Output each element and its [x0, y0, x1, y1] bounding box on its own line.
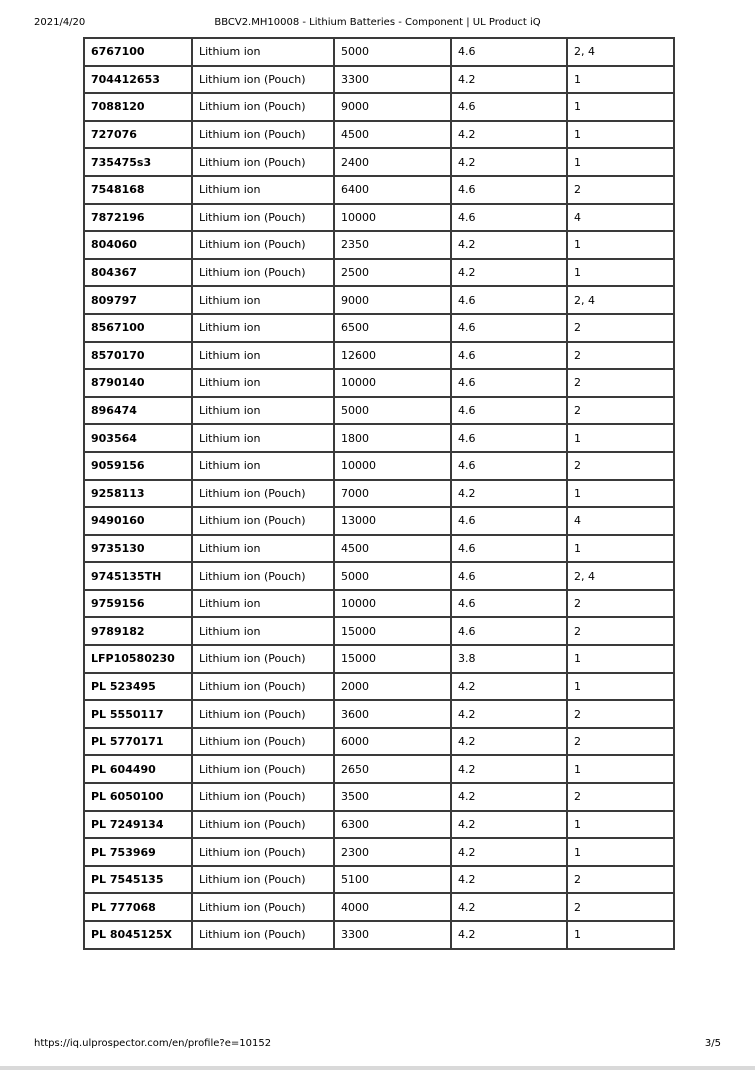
cell-type: Lithium ion: [192, 286, 334, 314]
cell-type: Lithium ion (Pouch): [192, 811, 334, 839]
cell-notes: 2: [567, 369, 674, 397]
cell-capacity: 3300: [334, 921, 451, 949]
cell-model: 9735130: [84, 535, 192, 563]
cell-model: 7088120: [84, 93, 192, 121]
cell-type: Lithium ion (Pouch): [192, 121, 334, 149]
cell-capacity: 15000: [334, 617, 451, 645]
cell-voltage: 4.6: [451, 590, 567, 618]
cell-type: Lithium ion: [192, 342, 334, 370]
cell-capacity: 6500: [334, 314, 451, 342]
cell-voltage: 4.6: [451, 38, 567, 66]
cell-capacity: 2400: [334, 148, 451, 176]
cell-notes: 4: [567, 204, 674, 232]
cell-capacity: 6300: [334, 811, 451, 839]
table-row: [84, 590, 674, 618]
cell-model: 9789182: [84, 617, 192, 645]
table-row: [84, 921, 674, 949]
cell-voltage: 4.6: [451, 424, 567, 452]
table-row: [84, 866, 674, 894]
cell-capacity: 3300: [334, 66, 451, 94]
cell-type: Lithium ion (Pouch): [192, 893, 334, 921]
cell-notes: 1: [567, 755, 674, 783]
table-row: [84, 507, 674, 535]
cell-notes: 2: [567, 452, 674, 480]
table-row: [84, 204, 674, 232]
cell-model: 704412653: [84, 66, 192, 94]
cell-voltage: 4.2: [451, 838, 567, 866]
cell-type: Lithium ion: [192, 452, 334, 480]
table-row: [84, 811, 674, 839]
footer-url: https://iq.ulprospector.com/en/profile?e=10152: [34, 1038, 272, 1049]
table-row: [84, 838, 674, 866]
cell-voltage: 4.2: [451, 728, 567, 756]
cell-voltage: 4.2: [451, 755, 567, 783]
cell-model: 804060: [84, 231, 192, 259]
cell-capacity: 10000: [334, 369, 451, 397]
cell-model: PL 777068: [84, 893, 192, 921]
cell-voltage: 4.6: [451, 314, 567, 342]
print-date: 2021/4/20: [34, 17, 86, 28]
table-row: [84, 286, 674, 314]
cell-type: Lithium ion (Pouch): [192, 700, 334, 728]
cell-notes: 2: [567, 866, 674, 894]
cell-voltage: 4.6: [451, 286, 567, 314]
cell-model: PL 6050100: [84, 783, 192, 811]
page-number: 3/5: [704, 1038, 721, 1049]
cell-notes: 2: [567, 893, 674, 921]
page-header: [0, 17, 755, 33]
cell-notes: 1: [567, 811, 674, 839]
cell-model: PL 5550117: [84, 700, 192, 728]
cell-notes: 2: [567, 700, 674, 728]
cell-voltage: 4.2: [451, 66, 567, 94]
cell-model: 9258113: [84, 480, 192, 508]
cell-model: 6767100: [84, 38, 192, 66]
battery-table: [83, 37, 675, 950]
cell-notes: 1: [567, 921, 674, 949]
table-row: [84, 728, 674, 756]
cell-capacity: 9000: [334, 93, 451, 121]
cell-capacity: 2350: [334, 231, 451, 259]
table-row: [84, 535, 674, 563]
cell-notes: 4: [567, 507, 674, 535]
table-row: [84, 342, 674, 370]
cell-model: 7548168: [84, 176, 192, 204]
cell-capacity: 6000: [334, 728, 451, 756]
cell-type: Lithium ion: [192, 369, 334, 397]
cell-capacity: 10000: [334, 452, 451, 480]
cell-notes: 1: [567, 231, 674, 259]
page-footer: [0, 1038, 755, 1054]
cell-capacity: 3500: [334, 783, 451, 811]
cell-model: 804367: [84, 259, 192, 287]
cell-model: 8570170: [84, 342, 192, 370]
cell-model: 903564: [84, 424, 192, 452]
cell-model: 896474: [84, 397, 192, 425]
cell-voltage: 4.2: [451, 921, 567, 949]
table-row: [84, 617, 674, 645]
cell-notes: 2: [567, 397, 674, 425]
cell-notes: 1: [567, 838, 674, 866]
cell-type: Lithium ion: [192, 397, 334, 425]
cell-notes: 1: [567, 66, 674, 94]
cell-type: Lithium ion (Pouch): [192, 66, 334, 94]
cell-type: Lithium ion: [192, 38, 334, 66]
cell-notes: 2, 4: [567, 38, 674, 66]
cell-capacity: 7000: [334, 480, 451, 508]
table-row: [84, 755, 674, 783]
cell-model: 9745135TH: [84, 562, 192, 590]
cell-voltage: 3.8: [451, 645, 567, 673]
battery-table-body: [84, 38, 674, 949]
cell-model: 7872196: [84, 204, 192, 232]
cell-notes: 1: [567, 424, 674, 452]
cell-notes: 2, 4: [567, 562, 674, 590]
cell-capacity: 15000: [334, 645, 451, 673]
cell-capacity: 6400: [334, 176, 451, 204]
cell-type: Lithium ion: [192, 314, 334, 342]
cell-voltage: 4.2: [451, 259, 567, 287]
table-row: [84, 121, 674, 149]
cell-capacity: 10000: [334, 590, 451, 618]
cell-notes: 1: [567, 259, 674, 287]
cell-voltage: 4.2: [451, 121, 567, 149]
table-row: [84, 562, 674, 590]
cell-notes: 2: [567, 176, 674, 204]
cell-type: Lithium ion (Pouch): [192, 783, 334, 811]
cell-capacity: 3600: [334, 700, 451, 728]
table-row: [84, 259, 674, 287]
cell-model: 8790140: [84, 369, 192, 397]
table-row: [84, 673, 674, 701]
cell-capacity: 2650: [334, 755, 451, 783]
cell-voltage: 4.6: [451, 369, 567, 397]
cell-model: 735475s3: [84, 148, 192, 176]
cell-voltage: 4.2: [451, 783, 567, 811]
cell-notes: 1: [567, 673, 674, 701]
cell-voltage: 4.6: [451, 452, 567, 480]
table-row: [84, 66, 674, 94]
cell-capacity: 2500: [334, 259, 451, 287]
cell-type: Lithium ion (Pouch): [192, 148, 334, 176]
cell-model: PL 604490: [84, 755, 192, 783]
cell-type: Lithium ion (Pouch): [192, 838, 334, 866]
cell-model: PL 8045125X: [84, 921, 192, 949]
cell-capacity: 12600: [334, 342, 451, 370]
table-row: [84, 38, 674, 66]
cell-model: 8567100: [84, 314, 192, 342]
cell-type: Lithium ion: [192, 617, 334, 645]
cell-notes: 2: [567, 590, 674, 618]
cell-type: Lithium ion (Pouch): [192, 645, 334, 673]
cell-notes: 1: [567, 480, 674, 508]
table-row: [84, 93, 674, 121]
cell-capacity: 4500: [334, 121, 451, 149]
cell-capacity: 2000: [334, 673, 451, 701]
cell-voltage: 4.6: [451, 397, 567, 425]
cell-model: PL 7545135: [84, 866, 192, 894]
cell-voltage: 4.2: [451, 673, 567, 701]
cell-voltage: 4.2: [451, 700, 567, 728]
cell-type: Lithium ion (Pouch): [192, 204, 334, 232]
cell-type: Lithium ion: [192, 424, 334, 452]
cell-voltage: 4.2: [451, 480, 567, 508]
cell-type: Lithium ion (Pouch): [192, 507, 334, 535]
cell-voltage: 4.6: [451, 342, 567, 370]
cell-voltage: 4.6: [451, 562, 567, 590]
cell-voltage: 4.2: [451, 148, 567, 176]
cell-voltage: 4.2: [451, 893, 567, 921]
cell-capacity: 10000: [334, 204, 451, 232]
cell-model: PL 5770171: [84, 728, 192, 756]
cell-type: Lithium ion (Pouch): [192, 866, 334, 894]
table-row: [84, 893, 674, 921]
cell-type: Lithium ion (Pouch): [192, 562, 334, 590]
cell-capacity: 4500: [334, 535, 451, 563]
cell-type: Lithium ion (Pouch): [192, 93, 334, 121]
cell-model: PL 523495: [84, 673, 192, 701]
table-row: [84, 397, 674, 425]
cell-voltage: 4.6: [451, 176, 567, 204]
cell-voltage: 4.6: [451, 93, 567, 121]
cell-voltage: 4.6: [451, 204, 567, 232]
cell-type: Lithium ion (Pouch): [192, 921, 334, 949]
cell-model: 809797: [84, 286, 192, 314]
cell-notes: 2: [567, 617, 674, 645]
cell-capacity: 4000: [334, 893, 451, 921]
cell-notes: 2: [567, 342, 674, 370]
cell-model: 9059156: [84, 452, 192, 480]
cell-notes: 2, 4: [567, 286, 674, 314]
cell-capacity: 5100: [334, 866, 451, 894]
cell-notes: 1: [567, 148, 674, 176]
cell-capacity: 9000: [334, 286, 451, 314]
table-row: [84, 148, 674, 176]
cell-voltage: 4.6: [451, 535, 567, 563]
cell-notes: 1: [567, 121, 674, 149]
page-edge: [0, 1066, 755, 1070]
cell-type: Lithium ion (Pouch): [192, 728, 334, 756]
battery-table-container: [83, 37, 673, 950]
cell-model: LFP10580230: [84, 645, 192, 673]
table-row: [84, 176, 674, 204]
cell-voltage: 4.6: [451, 617, 567, 645]
cell-notes: 2: [567, 728, 674, 756]
cell-voltage: 4.2: [451, 811, 567, 839]
cell-notes: 1: [567, 93, 674, 121]
cell-capacity: 2300: [334, 838, 451, 866]
table-row: [84, 231, 674, 259]
cell-capacity: 5000: [334, 562, 451, 590]
table-row: [84, 314, 674, 342]
cell-notes: 2: [567, 783, 674, 811]
table-row: [84, 783, 674, 811]
cell-notes: 2: [567, 314, 674, 342]
cell-type: Lithium ion (Pouch): [192, 231, 334, 259]
cell-type: Lithium ion: [192, 535, 334, 563]
table-row: [84, 700, 674, 728]
cell-voltage: 4.2: [451, 866, 567, 894]
cell-type: Lithium ion (Pouch): [192, 259, 334, 287]
cell-notes: 1: [567, 535, 674, 563]
cell-model: 9759156: [84, 590, 192, 618]
cell-capacity: 1800: [334, 424, 451, 452]
table-row: [84, 645, 674, 673]
cell-type: Lithium ion: [192, 176, 334, 204]
table-row: [84, 424, 674, 452]
cell-model: PL 753969: [84, 838, 192, 866]
cell-model: 9490160: [84, 507, 192, 535]
page-title: BBCV2.MH10008 - Lithium Batteries - Component | UL Product iQ: [214, 17, 541, 28]
cell-capacity: 5000: [334, 397, 451, 425]
cell-voltage: 4.6: [451, 507, 567, 535]
table-row: [84, 369, 674, 397]
cell-type: Lithium ion (Pouch): [192, 755, 334, 783]
cell-model: PL 7249134: [84, 811, 192, 839]
table-row: [84, 452, 674, 480]
cell-model: 727076: [84, 121, 192, 149]
table-row: [84, 480, 674, 508]
cell-capacity: 5000: [334, 38, 451, 66]
cell-capacity: 13000: [334, 507, 451, 535]
cell-type: Lithium ion: [192, 590, 334, 618]
cell-type: Lithium ion (Pouch): [192, 673, 334, 701]
cell-voltage: 4.2: [451, 231, 567, 259]
cell-type: Lithium ion (Pouch): [192, 480, 334, 508]
cell-notes: 1: [567, 645, 674, 673]
